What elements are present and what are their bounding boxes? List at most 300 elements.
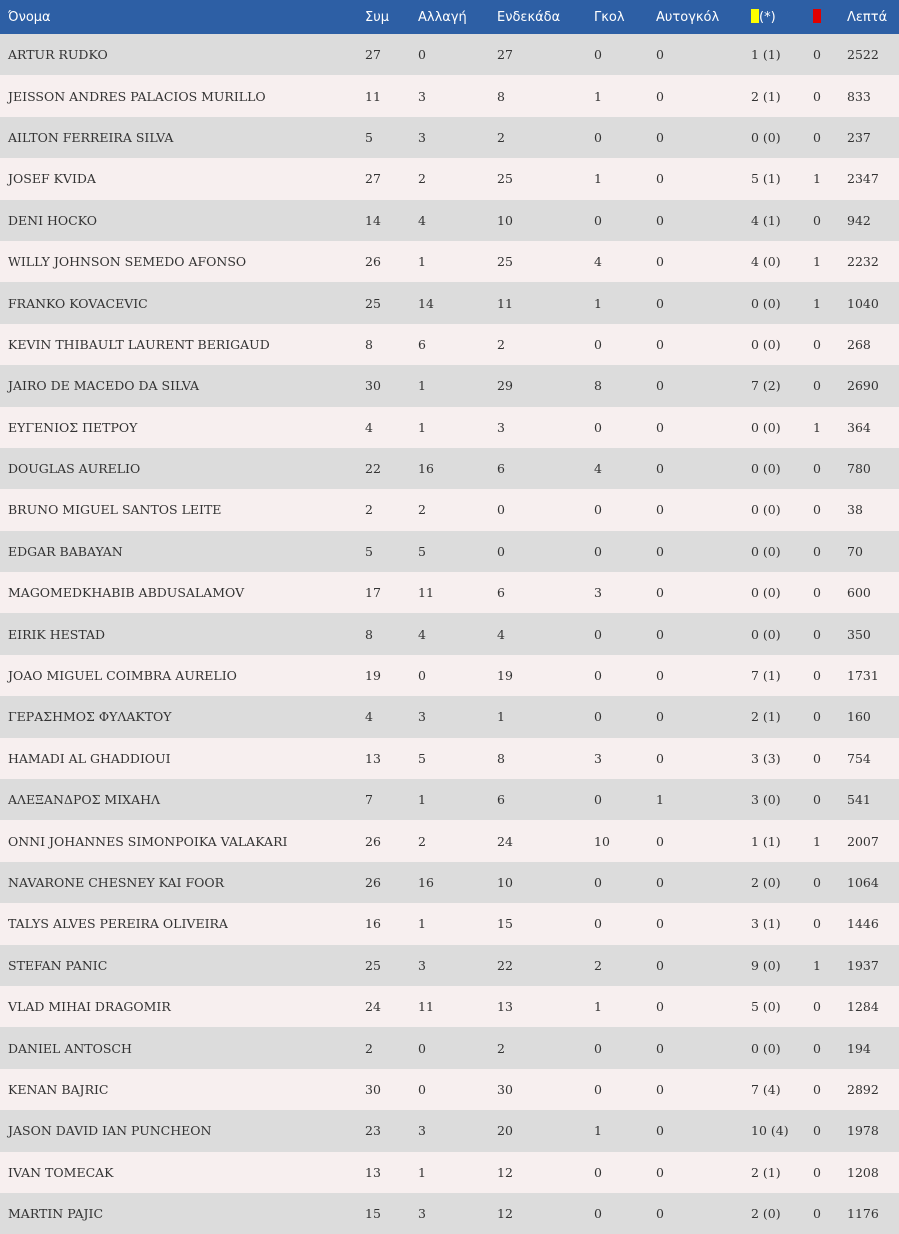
player-name: HAMADI AL GHADDIOUI — [8, 750, 171, 766]
yellow-cards-cell: 0 (0) — [751, 543, 781, 559]
player-name: EDGAR BABAYAN — [8, 543, 123, 559]
own-goals-cell: 0 — [656, 543, 664, 559]
minutes-cell: 1284 — [847, 999, 879, 1015]
minutes-cell: 1731 — [847, 668, 879, 684]
red-cards-cell: 0 — [813, 88, 821, 104]
goals-cell: 0 — [594, 916, 602, 932]
apps-cell: 26 — [365, 875, 381, 890]
table-row — [0, 820, 899, 861]
minutes-cell: 541 — [847, 792, 871, 808]
own-goals-cell: 1 — [656, 792, 664, 808]
own-goals-cell: 0 — [656, 47, 664, 63]
own-goals-cell: 0 — [656, 212, 664, 228]
table-row — [0, 34, 899, 75]
red-cards-cell: 0 — [813, 1206, 821, 1222]
table-header-row — [0, 0, 899, 34]
minutes-cell: 2347 — [847, 171, 879, 187]
goals-cell: 1 — [594, 295, 602, 311]
yellow-cards-cell: 2 (1) — [751, 1164, 781, 1180]
apps-cell: 24 — [365, 999, 381, 1015]
minutes-cell: 754 — [847, 750, 871, 766]
subs-cell: 1 — [418, 792, 426, 808]
player-name: STEFAN PANIC — [8, 957, 108, 973]
own-goals-cell: 0 — [656, 461, 664, 477]
table-row — [0, 241, 899, 282]
red-cards-cell: 0 — [813, 1081, 821, 1097]
subs-cell: 4 — [418, 212, 426, 228]
apps-cell: 25 — [365, 295, 381, 311]
starts-cell: 24 — [497, 833, 513, 849]
header-apps[interactable]: Συμ — [365, 9, 390, 25]
player-name: TALYS ALVES PEREIRA OLIVEIRA — [8, 916, 228, 932]
apps-cell: 17 — [365, 585, 381, 601]
yellow-cards-cell: 0 (0) — [751, 129, 781, 145]
red-cards-cell: 0 — [813, 543, 821, 559]
minutes-cell: 194 — [847, 1040, 871, 1056]
red-cards-cell: 0 — [813, 1164, 821, 1180]
yellow-cards-cell: 1 (1) — [751, 47, 781, 63]
starts-cell: 12 — [497, 1206, 513, 1222]
subs-cell: 14 — [418, 295, 434, 311]
starts-cell: 27 — [497, 47, 513, 63]
subs-cell: 0 — [418, 1040, 426, 1056]
red-cards-cell: 0 — [813, 668, 821, 684]
header-own-goals[interactable]: Αυτογκόλ — [656, 9, 720, 25]
player-name: KENAN BAJRIC — [8, 1081, 109, 1097]
player-name: DENI HOCKO — [8, 212, 97, 228]
yellow-card-icon — [751, 9, 759, 23]
starts-cell: 25 — [497, 254, 513, 270]
red-cards-cell: 1 — [813, 419, 821, 435]
player-name: IVAN TOMECAK — [8, 1164, 114, 1180]
starts-cell: 10 — [497, 875, 513, 890]
goals-cell: 4 — [594, 254, 602, 270]
red-cards-cell: 1 — [813, 171, 821, 187]
goals-cell: 1 — [594, 999, 602, 1015]
red-cards-cell: 0 — [813, 502, 821, 518]
minutes-cell: 237 — [847, 129, 871, 145]
starts-cell: 13 — [497, 999, 513, 1015]
subs-cell: 4 — [418, 626, 426, 642]
yellow-cards-cell: 2 (0) — [751, 875, 781, 890]
yellow-cards-cell: 7 (2) — [751, 378, 781, 394]
goals-cell: 0 — [594, 1164, 602, 1180]
starts-cell: 2 — [497, 129, 505, 145]
player-name: JEISSON ANDRES PALACIOS MURILLO — [8, 88, 266, 104]
table-row — [0, 1069, 899, 1110]
starts-cell: 30 — [497, 1081, 513, 1097]
table-row — [0, 282, 899, 323]
red-cards-cell: 0 — [813, 129, 821, 145]
apps-cell: 27 — [365, 47, 381, 63]
goals-cell: 1 — [594, 171, 602, 187]
subs-cell: 16 — [418, 875, 434, 890]
player-name: EIRIK HESTAD — [8, 626, 106, 642]
table-row — [0, 117, 899, 158]
player-name: KEVIN THIBAULT LAURENT BERIGAUD — [8, 336, 270, 352]
red-cards-cell: 0 — [813, 212, 821, 228]
goals-cell: 0 — [594, 875, 602, 890]
red-cards-cell: 0 — [813, 1040, 821, 1056]
subs-cell: 3 — [418, 957, 426, 973]
table-row — [0, 655, 899, 696]
minutes-cell: 268 — [847, 336, 871, 352]
player-name: AILTON FERREIRA SILVA — [8, 129, 174, 145]
subs-cell: 16 — [418, 461, 434, 477]
yellow-cards-cell: 4 (1) — [751, 212, 781, 228]
goals-cell: 0 — [594, 709, 602, 725]
minutes-cell: 780 — [847, 461, 871, 477]
minutes-cell: 1446 — [847, 916, 879, 932]
apps-cell: 5 — [365, 543, 373, 559]
own-goals-cell: 0 — [656, 88, 664, 104]
goals-cell: 0 — [594, 1081, 602, 1097]
apps-cell: 11 — [365, 88, 381, 104]
minutes-cell: 1937 — [847, 957, 879, 973]
yellow-cards-cell: 0 (0) — [751, 585, 781, 601]
apps-cell: 19 — [365, 668, 381, 684]
own-goals-cell: 0 — [656, 750, 664, 766]
yellow-cards-cell: 10 (4) — [751, 1123, 789, 1139]
starts-cell: 22 — [497, 957, 513, 973]
header-red-cards[interactable] — [813, 0, 847, 34]
starts-cell: 6 — [497, 461, 505, 477]
minutes-cell: 70 — [847, 543, 863, 559]
table-row — [0, 613, 899, 654]
red-cards-cell: 0 — [813, 792, 821, 808]
own-goals-cell: 0 — [656, 626, 664, 642]
goals-cell: 0 — [594, 502, 602, 518]
starts-cell: 4 — [497, 626, 505, 642]
apps-cell: 25 — [365, 957, 381, 973]
own-goals-cell: 0 — [656, 171, 664, 187]
starts-cell: 2 — [497, 336, 505, 352]
table-body — [0, 34, 899, 1234]
apps-cell: 27 — [365, 171, 381, 187]
header-yellow-suffix: (*) — [759, 10, 776, 25]
red-cards-cell: 0 — [813, 750, 821, 766]
table-row — [0, 365, 899, 406]
starts-cell: 20 — [497, 1123, 513, 1139]
player-name: MAGOMEDKHABIB ABDUSALAMOV — [8, 585, 245, 601]
table-row — [0, 531, 899, 572]
yellow-cards-cell: 3 (0) — [751, 792, 781, 808]
yellow-cards-cell: 0 (0) — [751, 461, 781, 477]
table-row — [0, 75, 899, 116]
subs-cell: 2 — [418, 833, 426, 849]
own-goals-cell: 0 — [656, 254, 664, 270]
starts-cell: 2 — [497, 1040, 505, 1056]
header-subs[interactable]: Αλλαγή — [418, 9, 467, 25]
yellow-cards-cell: 4 (0) — [751, 254, 781, 270]
subs-cell: 11 — [418, 585, 434, 601]
yellow-cards-cell: 0 (0) — [751, 1040, 781, 1056]
minutes-cell: 2892 — [847, 1081, 879, 1097]
table-row — [0, 738, 899, 779]
apps-cell: 22 — [365, 461, 381, 477]
header-minutes[interactable]: Λεπτά — [847, 9, 888, 25]
yellow-cards-cell: 7 (4) — [751, 1081, 781, 1097]
table-row — [0, 1027, 899, 1068]
subs-cell: 1 — [418, 1164, 426, 1180]
goals-cell: 1 — [594, 1123, 602, 1139]
goals-cell: 0 — [594, 1040, 602, 1056]
own-goals-cell: 0 — [656, 916, 664, 932]
goals-cell: 0 — [594, 47, 602, 63]
player-name: ΑΛΕΞΑΝΔΡΟΣ ΜΙΧΑΗΛ — [8, 792, 161, 808]
yellow-cards-cell: 2 (1) — [751, 709, 781, 725]
own-goals-cell: 0 — [656, 668, 664, 684]
starts-cell: 19 — [497, 668, 513, 684]
minutes-cell: 2007 — [847, 833, 879, 849]
yellow-cards-cell: 0 (0) — [751, 626, 781, 642]
apps-cell: 16 — [365, 916, 381, 932]
table-row — [0, 158, 899, 199]
goals-cell: 0 — [594, 212, 602, 228]
subs-cell: 3 — [418, 88, 426, 104]
subs-cell: 2 — [418, 171, 426, 187]
goals-cell: 0 — [594, 419, 602, 435]
apps-cell: 5 — [365, 129, 373, 145]
subs-cell: 0 — [418, 1081, 426, 1097]
table-row — [0, 945, 899, 986]
goals-cell: 4 — [594, 461, 602, 477]
table-row — [0, 448, 899, 489]
own-goals-cell: 0 — [656, 833, 664, 849]
yellow-cards-cell: 1 (1) — [751, 833, 781, 849]
minutes-cell: 833 — [847, 88, 871, 104]
starts-cell: 8 — [497, 88, 505, 104]
minutes-cell: 600 — [847, 585, 871, 601]
header-name[interactable]: Όνομα — [8, 9, 51, 25]
starts-cell: 8 — [497, 750, 505, 766]
red-cards-cell: 0 — [813, 336, 821, 352]
subs-cell: 3 — [418, 1123, 426, 1139]
red-cards-cell: 0 — [813, 378, 821, 394]
red-cards-cell: 0 — [813, 999, 821, 1015]
apps-cell: 30 — [365, 378, 381, 394]
subs-cell: 1 — [418, 419, 426, 435]
table-row — [0, 200, 899, 241]
minutes-cell: 1040 — [847, 295, 879, 311]
own-goals-cell: 0 — [656, 1040, 664, 1056]
red-cards-cell: 1 — [813, 254, 821, 270]
own-goals-cell: 0 — [656, 585, 664, 601]
subs-cell: 1 — [418, 916, 426, 932]
red-cards-cell: 0 — [813, 916, 821, 932]
own-goals-cell: 0 — [656, 1206, 664, 1222]
table-row — [0, 696, 899, 737]
table-row — [0, 779, 899, 820]
player-name: ARTUR RUDKO — [8, 47, 108, 63]
red-cards-cell: 0 — [813, 709, 821, 725]
goals-cell: 3 — [594, 750, 602, 766]
starts-cell: 12 — [497, 1164, 513, 1180]
goals-cell: 0 — [594, 543, 602, 559]
starts-cell: 25 — [497, 171, 513, 187]
apps-cell: 13 — [365, 750, 381, 766]
goals-cell: 8 — [594, 378, 602, 394]
red-cards-cell: 0 — [813, 875, 821, 890]
own-goals-cell: 0 — [656, 336, 664, 352]
starts-cell: 3 — [497, 419, 505, 435]
minutes-cell: 1208 — [847, 1164, 879, 1180]
red-cards-cell: 0 — [813, 626, 821, 642]
apps-cell: 26 — [365, 254, 381, 270]
own-goals-cell: 0 — [656, 1123, 664, 1139]
apps-cell: 2 — [365, 502, 373, 518]
player-name: FRANKO KOVACEVIC — [8, 295, 148, 311]
table-row — [0, 862, 899, 903]
yellow-cards-cell: 5 (1) — [751, 171, 781, 187]
table-row — [0, 1193, 899, 1234]
yellow-cards-cell: 5 (0) — [751, 999, 781, 1015]
red-card-icon — [813, 9, 821, 23]
own-goals-cell: 0 — [656, 957, 664, 973]
apps-cell: 8 — [365, 336, 373, 352]
starts-cell: 0 — [497, 502, 505, 518]
apps-cell: 4 — [365, 419, 373, 435]
player-name: ΕΥΓΕΝΙΟΣ ΠΕΤΡΟΥ — [8, 419, 138, 435]
red-cards-cell: 0 — [813, 1123, 821, 1139]
subs-cell: 11 — [418, 999, 434, 1015]
player-name: NAVARONE CHESNEY KAI FOOR — [8, 875, 225, 890]
subs-cell: 6 — [418, 336, 426, 352]
minutes-cell: 2522 — [847, 47, 879, 63]
goals-cell: 0 — [594, 668, 602, 684]
own-goals-cell: 0 — [656, 709, 664, 725]
red-cards-cell: 0 — [813, 461, 821, 477]
player-name: JOAO MIGUEL COIMBRA AURELIO — [8, 668, 237, 684]
yellow-cards-cell: 3 (1) — [751, 916, 781, 932]
minutes-cell: 2232 — [847, 254, 879, 270]
subs-cell: 1 — [418, 254, 426, 270]
minutes-cell: 2690 — [847, 378, 879, 394]
yellow-cards-cell: 2 (0) — [751, 1206, 781, 1222]
minutes-cell: 942 — [847, 212, 871, 228]
player-name: JAIRO DE MACEDO DA SILVA — [8, 378, 200, 394]
own-goals-cell: 0 — [656, 999, 664, 1015]
own-goals-cell: 0 — [656, 378, 664, 394]
player-name: DOUGLAS AURELIO — [8, 461, 141, 477]
minutes-cell: 1176 — [847, 1206, 879, 1222]
goals-cell: 0 — [594, 626, 602, 642]
starts-cell: 1 — [497, 709, 505, 725]
red-cards-cell: 1 — [813, 957, 821, 973]
apps-cell: 14 — [365, 212, 381, 228]
goals-cell: 1 — [594, 88, 602, 104]
minutes-cell: 350 — [847, 626, 871, 642]
player-name: MARTIN PAJIC — [8, 1206, 104, 1222]
subs-cell: 3 — [418, 709, 426, 725]
apps-cell: 23 — [365, 1123, 381, 1139]
apps-cell: 8 — [365, 626, 373, 642]
subs-cell: 3 — [418, 129, 426, 145]
yellow-cards-cell: 9 (0) — [751, 957, 781, 973]
header-starts[interactable]: Ενδεκάδα — [497, 9, 561, 25]
red-cards-cell: 0 — [813, 47, 821, 63]
yellow-cards-cell: 3 (3) — [751, 750, 781, 766]
goals-cell: 3 — [594, 585, 602, 601]
starts-cell: 0 — [497, 543, 505, 559]
goals-cell: 0 — [594, 792, 602, 808]
table-row — [0, 407, 899, 448]
starts-cell: 6 — [497, 792, 505, 808]
starts-cell: 6 — [497, 585, 505, 601]
minutes-cell: 160 — [847, 709, 871, 725]
apps-cell: 4 — [365, 709, 373, 725]
apps-cell: 26 — [365, 833, 381, 849]
own-goals-cell: 0 — [656, 502, 664, 518]
table-row — [0, 489, 899, 530]
player-name: WILLY JOHNSON SEMEDO AFONSO — [8, 254, 247, 270]
own-goals-cell: 0 — [656, 1081, 664, 1097]
goals-cell: 2 — [594, 957, 602, 973]
subs-cell: 2 — [418, 502, 426, 518]
apps-cell: 30 — [365, 1081, 381, 1097]
starts-cell: 29 — [497, 378, 513, 394]
minutes-cell: 38 — [847, 502, 863, 518]
subs-cell: 5 — [418, 543, 426, 559]
player-name: JASON DAVID IAN PUNCHEON — [8, 1123, 212, 1139]
subs-cell: 1 — [418, 378, 426, 394]
subs-cell: 3 — [418, 1206, 426, 1222]
table-row — [0, 572, 899, 613]
yellow-cards-cell: 0 (0) — [751, 502, 781, 518]
starts-cell: 15 — [497, 916, 513, 932]
player-name: ONNI JOHANNES SIMONPOIKA VALAKARI — [8, 833, 288, 849]
starts-cell: 10 — [497, 212, 513, 228]
own-goals-cell: 0 — [656, 129, 664, 145]
table-row — [0, 324, 899, 365]
player-name: VLAD MIHAI DRAGOMIR — [8, 999, 171, 1015]
red-cards-cell: 0 — [813, 585, 821, 601]
table-row — [0, 986, 899, 1027]
header-goals[interactable]: Γκολ — [594, 9, 625, 25]
yellow-cards-cell: 0 (0) — [751, 419, 781, 435]
player-name: JOSEF KVIDA — [8, 171, 96, 187]
apps-cell: 7 — [365, 792, 373, 808]
own-goals-cell: 0 — [656, 875, 664, 890]
starts-cell: 11 — [497, 295, 513, 311]
yellow-cards-cell: 7 (1) — [751, 668, 781, 684]
subs-cell: 0 — [418, 668, 426, 684]
yellow-cards-cell: 0 (0) — [751, 295, 781, 311]
minutes-cell: 1064 — [847, 875, 879, 890]
subs-cell: 0 — [418, 47, 426, 63]
player-name: DANIEL ANTOSCH — [8, 1040, 132, 1056]
minutes-cell: 1978 — [847, 1123, 879, 1139]
table-row — [0, 1152, 899, 1193]
goals-cell: 10 — [594, 833, 610, 849]
own-goals-cell: 0 — [656, 295, 664, 311]
own-goals-cell: 0 — [656, 1164, 664, 1180]
goals-cell: 0 — [594, 336, 602, 352]
subs-cell: 5 — [418, 750, 426, 766]
goals-cell: 0 — [594, 129, 602, 145]
header-yellow-cards[interactable] — [751, 0, 813, 34]
red-cards-cell: 1 — [813, 295, 821, 311]
own-goals-cell: 0 — [656, 419, 664, 435]
player-name: BRUNO MIGUEL SANTOS LEITE — [8, 502, 222, 518]
table-row — [0, 903, 899, 944]
goals-cell: 0 — [594, 1206, 602, 1222]
table-row — [0, 1110, 899, 1151]
apps-cell: 13 — [365, 1164, 381, 1180]
yellow-cards-cell: 2 (1) — [751, 88, 781, 104]
yellow-cards-cell: 0 (0) — [751, 336, 781, 352]
apps-cell: 15 — [365, 1206, 381, 1222]
